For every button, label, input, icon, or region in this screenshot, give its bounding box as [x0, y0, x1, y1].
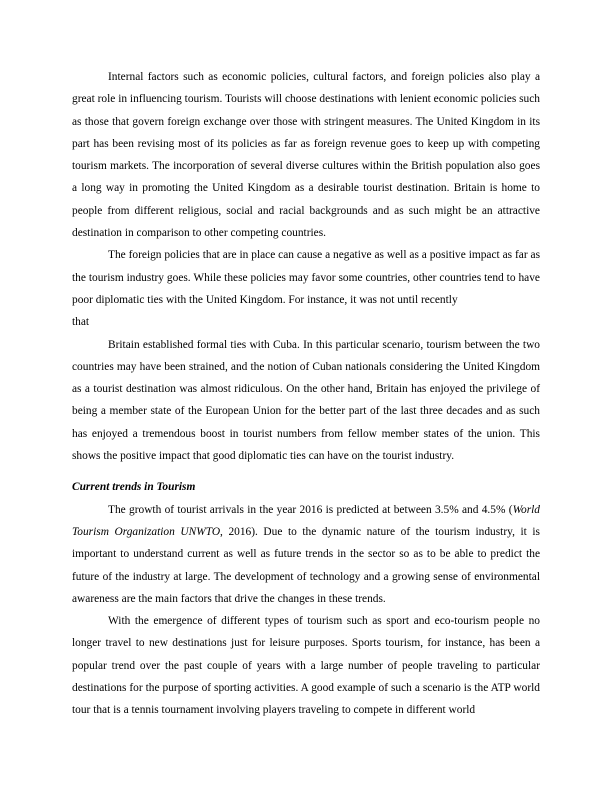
paragraph-sports-tourism: With the emergence of different types of tourism such as sport and eco-tourism people no longer travel to new destinations just for leisure purposes. Sports tourism, for instance, has been a popular trend over the past couple of years with a large number of people traveling to particular destinations for the purpose of sporting activities. A good example of such a scenario is the ATP world tour that is a tennis tournament involving players traveling to compete in different world: [72, 615, 540, 717]
paragraph-tourist-growth-end: , 2016). Due to the dynamic nature of the tourism industry, it is important to understand current as well as future trends in the sector so as to be able to predict the future of the industry at large. The development of technology and a growing sense of environmental awareness are the main factors that drive the changes in these trends.: [72, 525, 540, 605]
section-heading-current-trends: Current trends in Tourism: [72, 481, 196, 494]
paragraph-internal-factors: Internal factors such as economic policies, cultural factors, and foreign policies also play a great role in influencing tourism. Tourists will choose destinations with lenient economic policies such as those that govern foreign exchange over those with stringent measures. The United Kingdom in its part has been revising most of its policies as far as foreign revenue goes to keep up with competing tourism markets. The incorporation of several diverse cultures within the British population also goes a long way in promoting the United Kingdom as a desirable tourist destination. Britain is home to people from different religious, social and racial backgrounds and as such might be an attractive destination in comparison to other competing countries.: [72, 71, 540, 240]
document-page: [72, 66, 540, 722]
paragraph-tourist-growth: [72, 499, 540, 610]
paragraph-cuba-ties: Britain established formal ties with Cuba. In this particular scenario, tourism between the two countries may have been strained, and the notion of Cuban nationals considering the United Kingdom as a tourist destination was almost ridiculous. On the other hand, Britain has enjoyed the privilege of being a member state of the European Union for the better part of the last three decades and as such has enjoyed a tremendous boost in tourist numbers from fellow member states of the union. This shows the positive impact that good diplomatic ties can have on the tourist industry.: [72, 338, 540, 463]
paragraph-tourist-growth-start: The growth of tourist arrivals in the year 2016 is predicted at between 3.5% and 4.5% (: [108, 503, 513, 516]
paragraph-fragment-that: that: [72, 316, 90, 329]
citation-unwto: World Tourism Organization UNWTO: [72, 503, 540, 538]
paragraph-foreign-policies: The foreign policies that are in place can cause a negative as well as a positive impact as far as the tourism industry goes. While these policies may favor some countries, other countries tend to have poor diplomatic ties with the United Kingdom. For instance, it was not until recently: [72, 249, 540, 306]
